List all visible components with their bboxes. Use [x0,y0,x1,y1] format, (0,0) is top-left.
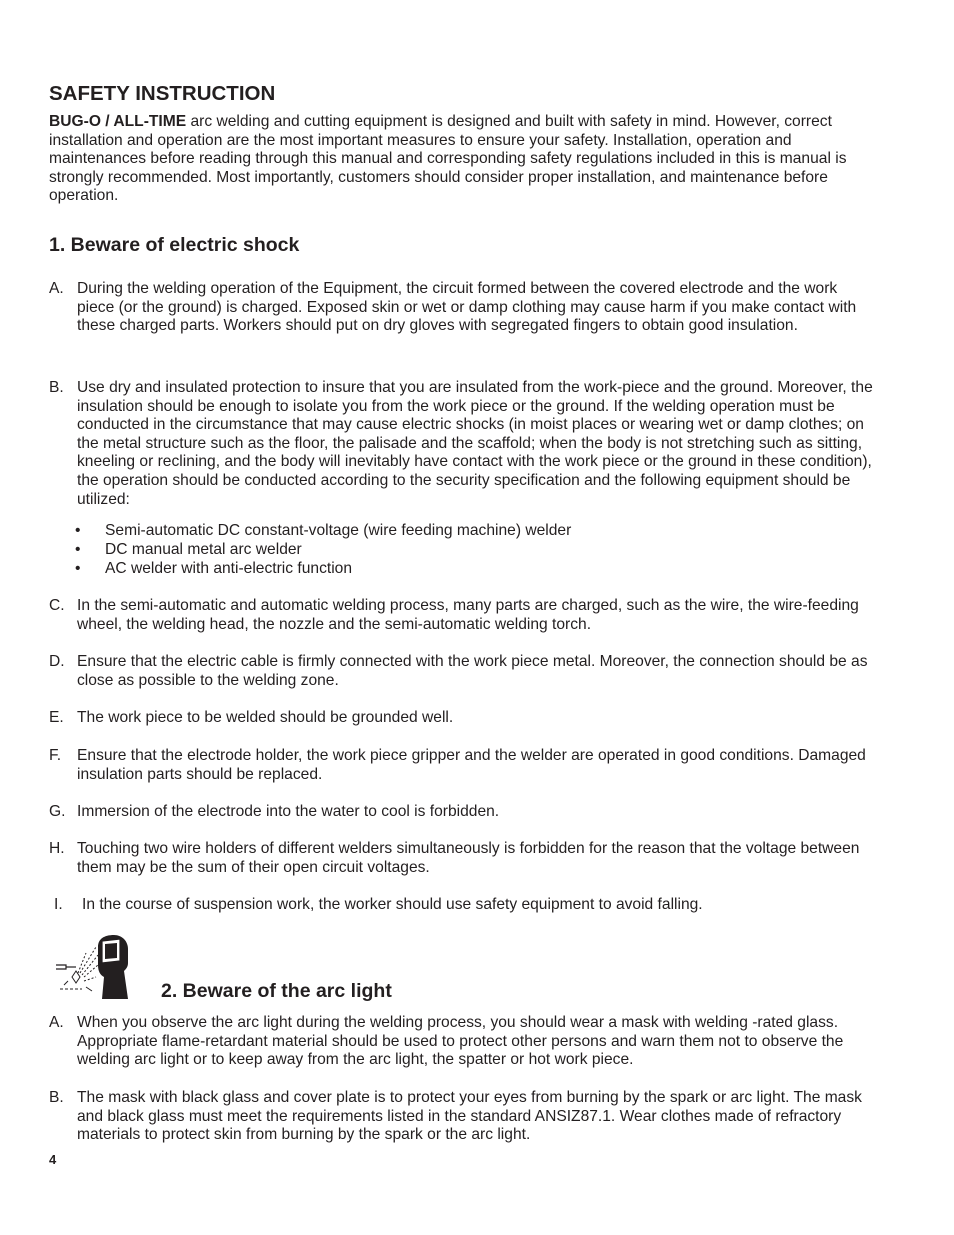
item-text: Immersion of the electrode into the water to cool is forbidden. [77,803,500,820]
page-number: 4 [49,1152,57,1167]
section-1-title: 1. Beware of electric shock [49,234,300,256]
intro-text: arc welding and cutting equipment is designed and built with safety in mind. However, correct installation and operation are the most important measures to ensure your safety. Installation, operation and maintenances before reading through this manual and corresponding safety regulations included in this is manual is strongly recommended. Most importantly, customers should consider proper installation, and maintenance before operation. [49,113,847,205]
section-1-item-f [49,747,875,784]
item-letter: B. [49,1089,64,1106]
section-1-item-a [49,280,875,336]
item-text: The mask with black glass and cover plate is to protect your eyes from burning by the spark or arc light. The mask and black glass must meet the requirements listed in the standard ANSIZ87.1. Wear clothes made of refractory materials to protect skin from burning by the spark or the arc light. [77,1089,862,1144]
item-letter: E. [49,709,64,726]
item-text: In the course of suspension work, the worker should use safety equipment to avoid falling. [82,896,703,913]
section-1-item-h [49,840,875,877]
item-letter: G. [49,803,66,820]
item-text: Use dry and insulated protection to insure that you are insulated from the work-piece and the ground. Moreover, the insulation should be enough to isolate you from the work piece or the ground. If the welding operation must be conducted in the circumstance that may cause electric shocks (in moist places or wearing wet or damp clothes; on the metal structure such as the floor, the palisade and the scaffold; when the body is not stretching such as sitting, kneeling or reclining, and the body will inevitably have contact with the work piece or the ground in these condition), the operation should be conducted according to the security specification and the following equipment should be utilized: [77,379,873,508]
item-letter: D. [49,653,65,670]
item-text: In the semi-automatic and automatic welding process, many parts are charged, such as the wire, the wire-feeding wheel, the welding head, the nozzle and the semi-automatic welding torch. [77,597,859,633]
item-text: During the welding operation of the Equipment, the circuit formed between the covered electrode and the work piece (or the ground) is charged. Exposed skin or wet or damp clothing may cause harm if you make contact with these charged parts. Workers should put on dry gloves with segregated fingers to obtain good insulation. [77,280,857,335]
item-text: Ensure that the electrode holder, the work piece gripper and the welder are operated in good conditions. Damaged insulation parts should be replaced. [77,747,866,783]
section-1-item-i [49,896,875,915]
item-letter: F. [49,747,62,764]
item-text: When you observe the arc light during the welding process, you should wear a mask with welding -rated glass. Appropriate flame-retardant material should be used to protect other persons and warn them not to observe the welding arc light or to keep away from the arc light, the spatter or hot work piece. [77,1014,844,1069]
welder-mask-icon [52,933,134,1001]
bullet-symbol: • [75,560,81,577]
bullet-item: • AC welder with anti-electric function [75,560,353,577]
section-1-item-c [49,597,875,634]
item-letter: A. [49,280,64,297]
bullet-symbol: • [75,541,81,558]
bullet-item: • Semi-automatic DC constant-voltage (wire feeding machine) welder [75,522,572,539]
item-letter: B. [49,379,64,396]
section-1-item-b [49,379,875,509]
brand-name: BUG-O / ALL-TIME [49,113,187,130]
bullet-symbol: • [75,522,81,539]
intro-paragraph [49,113,869,206]
page-heading: SAFETY INSTRUCTION [49,82,276,105]
bullet-item: • DC manual metal arc welder [75,541,302,558]
equipment-bullet-list [75,521,855,578]
section-2-title: 2. Beware of the arc light [161,980,392,1002]
item-text: Ensure that the electric cable is firmly connected with the work piece metal. Moreover, the connection should be as close as possible to the welding zone. [77,653,868,689]
item-letter: A. [49,1014,64,1031]
item-text: The work piece to be welded should be grounded well. [77,709,454,726]
section-1-item-g [49,803,875,822]
item-letter: C. [49,597,65,614]
section-2-item-a [49,1014,875,1070]
section-1-item-e [49,709,875,728]
item-letter: H. [49,840,65,857]
section-1-item-d [49,653,875,690]
item-letter: I. [54,896,63,913]
item-text: Touching two wire holders of different welders simultaneously is forbidden for the reason that the voltage between them may be the sum of their open circuit voltages. [77,840,860,876]
section-2-item-b [49,1089,875,1145]
